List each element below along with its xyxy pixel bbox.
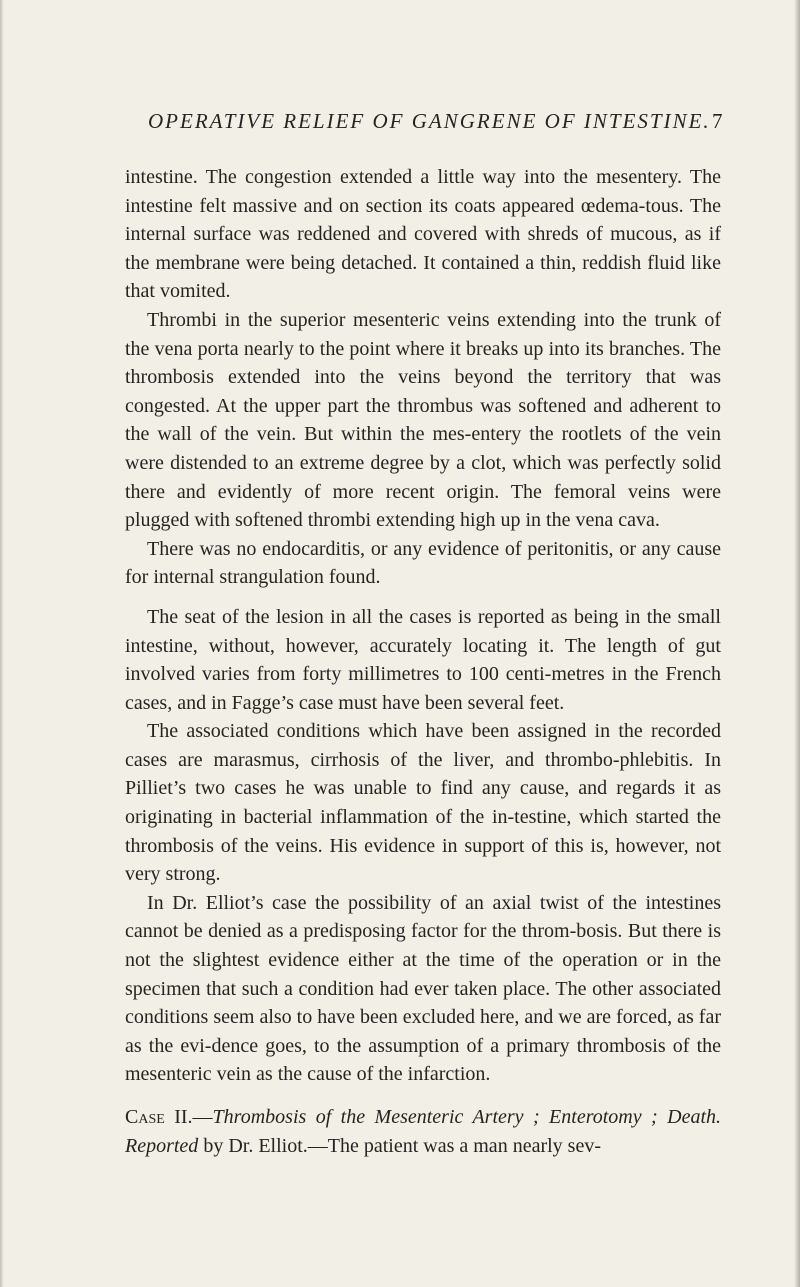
body-text [125,163,721,1160]
page-number: 7 [712,109,723,133]
paragraph: In Dr. Elliot’s case the possibility of an axial twist of the intestines cannot be denied as a predisposing factor for the throm-bosis. But there is not the slightest evidence either at the time of the operation or in the specimen that such a condition had ever taken place. The other associated conditions seem also to have been excluded here, and we are forced, as far as the evi-dence goes, to the assumption of a primary thrombosis of the mesenteric vein as the cause of the infarction. [125,891,721,1086]
paragraph: intestine. The congestion extended a little way into the mesentery. The intestine felt massive and on section its coats appeared œdema-tous. The internal surface was reddened and covered with shreds of mucous, as if the membrane were being detached. It contained a thin, reddish fluid like that vomited. [125,166,721,303]
running-head [148,109,748,134]
paragraph: The associated conditions which have been assigned in the recorded cases are marasmus, cirrhosis of the liver, and thrombo-phlebitis. In Pilliet’s two cases he was unable to find any cause, and regards it as originating in bacterial inflammation of the in-testine, which started the thrombosis of the veins. His evidence in support of this is, however, not very strong. [125,720,721,886]
page-left-edge [0,0,4,1287]
case-label: Case II. [125,1106,193,1128]
paragraph: The seat of the lesion in all the cases is reported as being in the small intestine, without, however, accurately locating it. The length of gut involved varies from forty millimetres to 100 centi-metres in the French cases, and in Fagge’s case must have been several feet. [125,605,721,714]
case-dash: — [192,1106,213,1128]
case-byline: by Dr. Elliot.—The patient was a man nearly sev- [198,1134,601,1157]
page-right-edge [794,0,800,1287]
case-heading [125,1103,721,1160]
running-title: OPERATIVE RELIEF OF GANGRENE OF INTESTINE. [148,109,711,133]
paragraph: Thrombi in the superior mesenteric veins extending into the trunk of the vena porta nearly to the point where it breaks up into its branches. The thrombosis extended into the veins beyond the territory that was congested. At the upper part the thrombus was softened and adherent to the wall of the vein. But within the mes-entery the rootlets of the vein were distended to an extreme degree by a clot, which was perfectly solid there and evidently of more recent origin. The femoral veins were plugged with softened thrombi extending high up in the vena cava. [125,308,721,532]
case-title: Thrombosis of the Mesenteric Artery ; Enterotomy ; Death. Reported [125,1106,722,1157]
paragraph: There was no endocarditis, or any evidence of peritonitis, or any cause for internal strangulation found. [125,537,721,589]
